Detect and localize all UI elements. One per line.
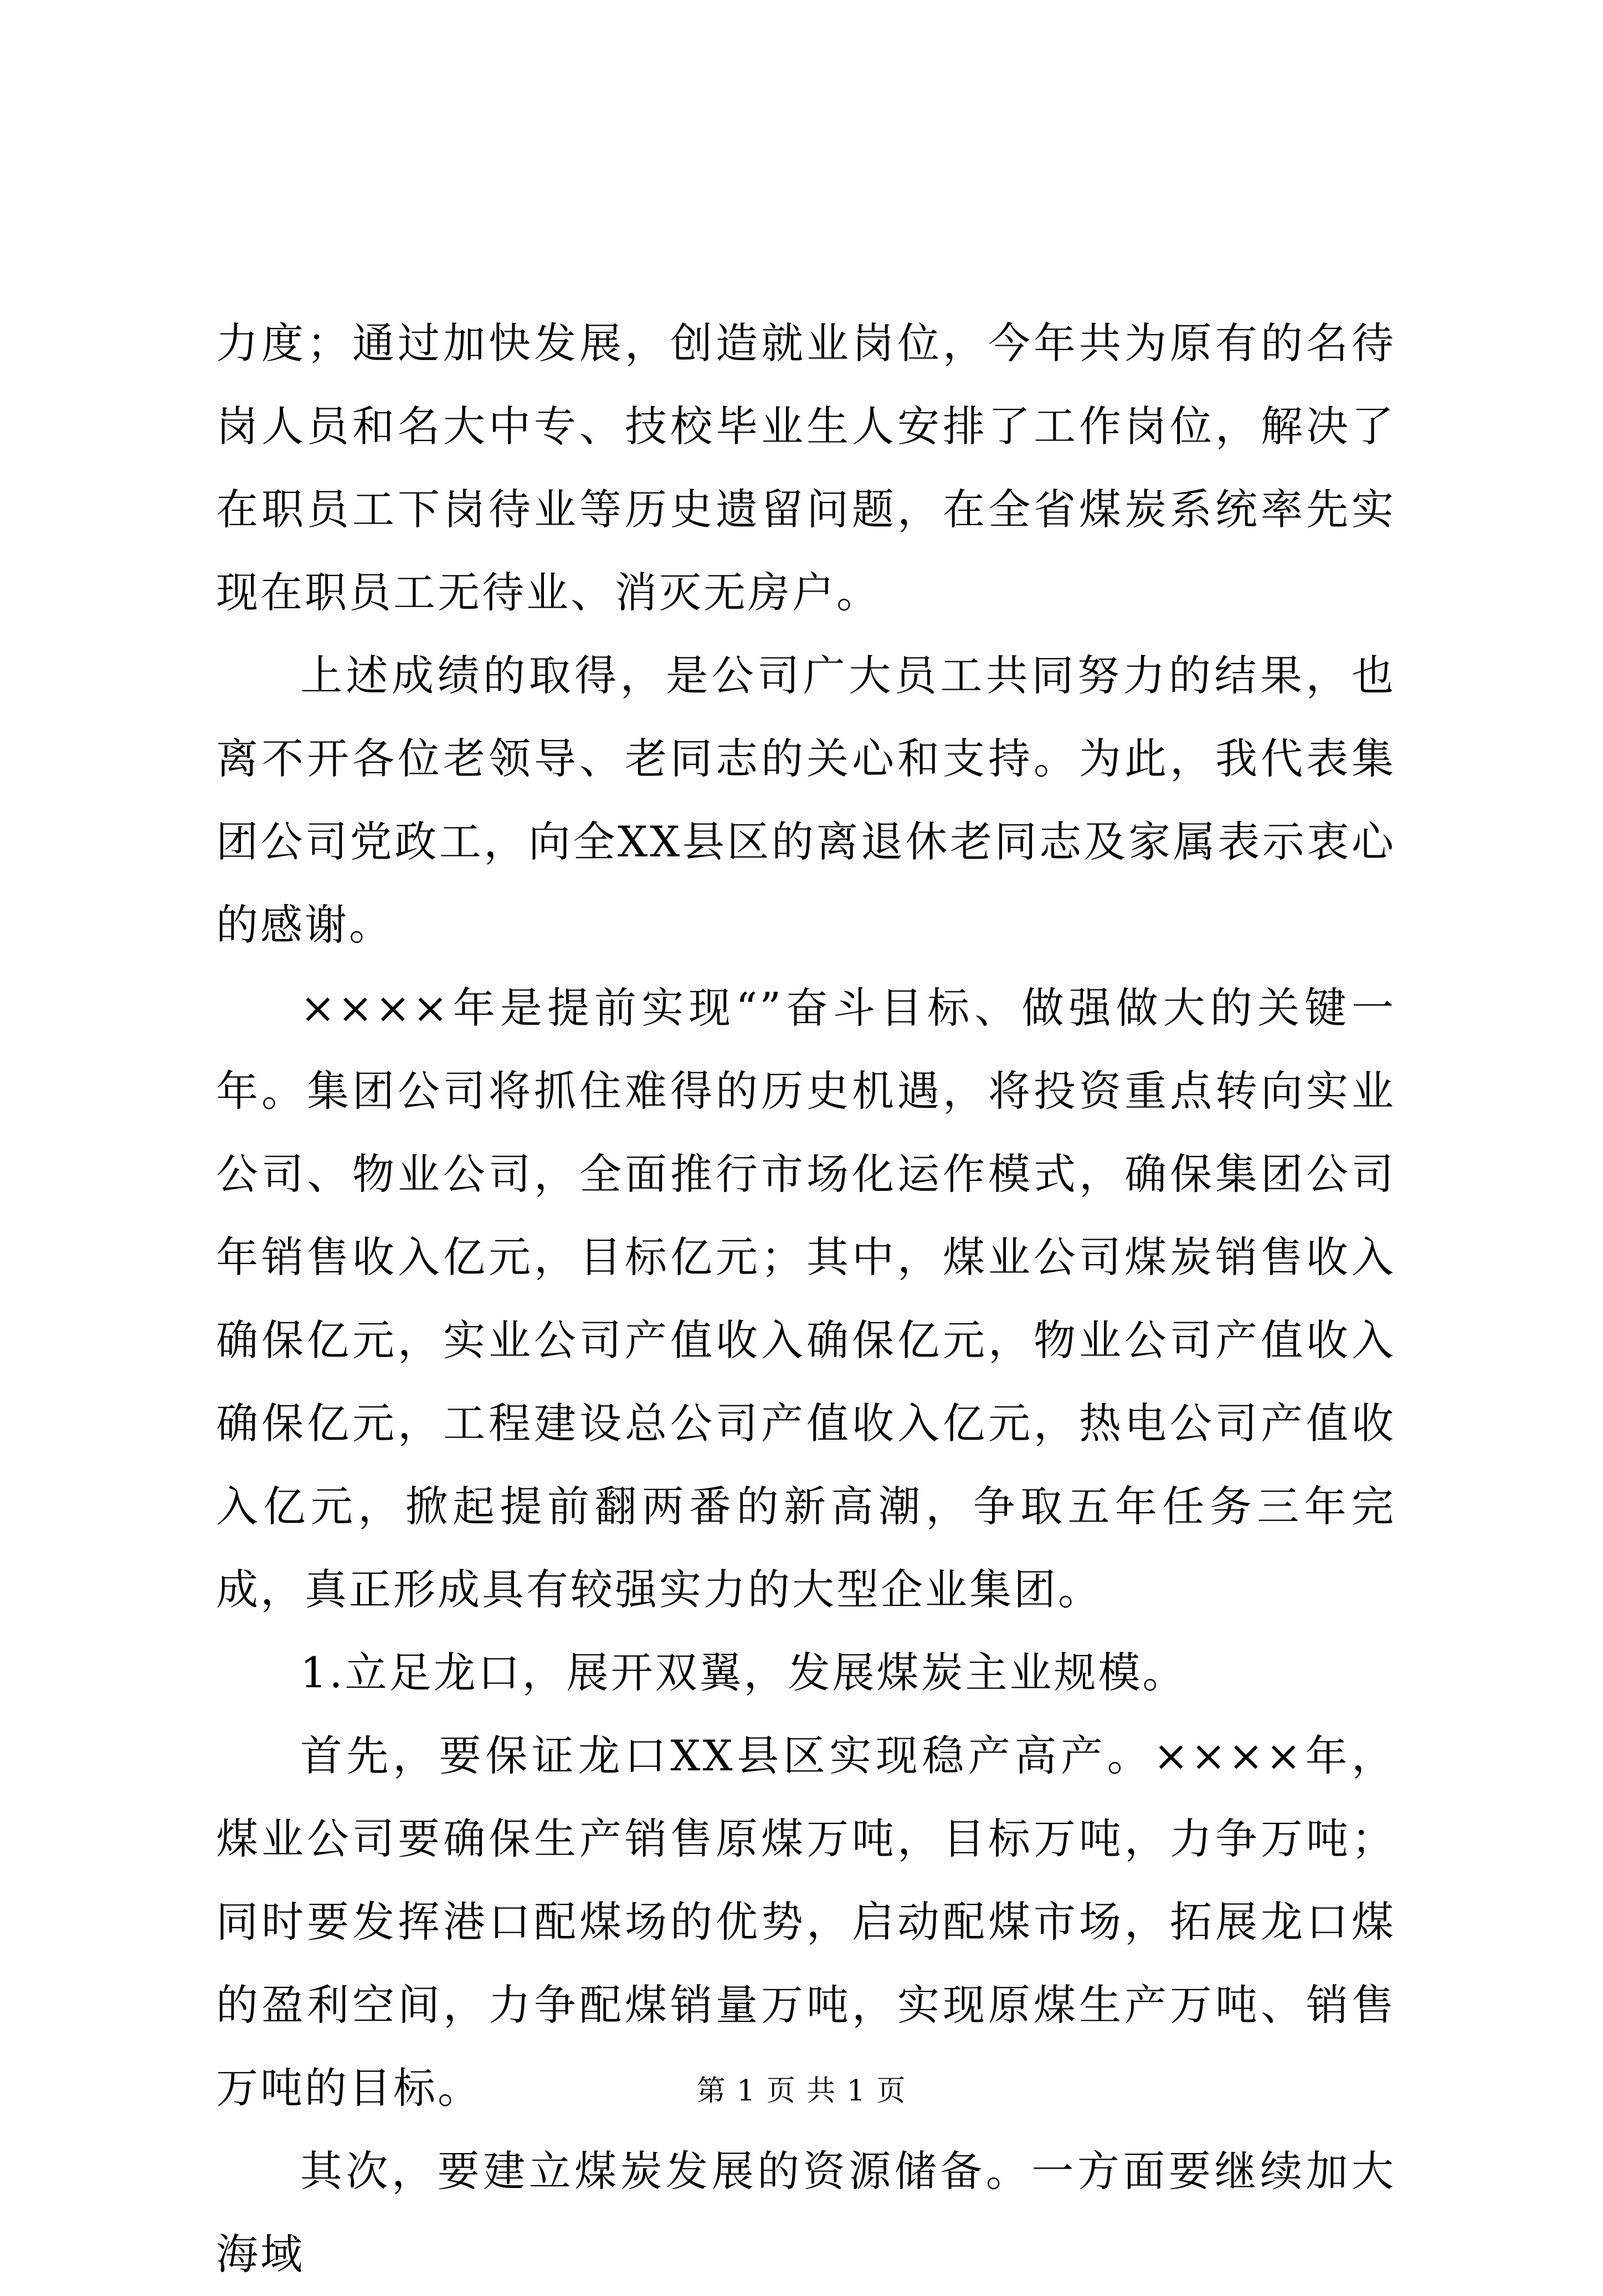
paragraph-goals: ××××年是提前实现“”奋斗目标、做强做大的关键一年。集团公司将抓住难得的历史机遇，将投资重点转向实业公司、物业公司，全面推行市场化运作模式，确保集团公司年销售收入亿元，目标亿元；其中，煤业公司煤炭销售收入确保亿元，实业公司产值收入确保亿元，物业公司产值收入确保亿元，工程建设总公司产值收入亿元，热电公司产值收入亿元，掀起提前翻两番的新高潮，争取五年任务三年完成，真正形成具有较强实力的大型企业集团。 [216,983,1396,1614]
paragraph-first: 首先，要保证龙口XX县区实现稳产高产。××××年，煤业公司要确保生产销售原煤万吨，目标万吨，力争万吨；同时要发挥港口配煤场的优势，启动配煤市场，拓展龙口煤的盈利空间，力争配煤销量万吨，实现原煤生产万吨、销售万吨的目标。 [216,1731,1396,2113]
page-footer: 第 1 页 共 1 页 [696,2074,907,2108]
document-body [216,302,1396,2296]
paragraph-section-heading: 1.立足龙口，展开双翼，发展煤炭主业规模。 [300,1648,1187,1697]
paragraph-continued: 力度；通过加快发展，创造就业岗位，今年共为原有的名待岗人员和名大中专、技校毕业生人安排了工作岗位，解决了在职员工下岗待业等历史遗留问题，在全省煤炭系统率先实现在职员工无待业、消灭无房户。 [216,319,1396,617]
paragraph-thanks: 上述成绩的取得，是公司广大员工共同努力的结果，也离不开各位老领导、老同志的关心和支持。为此，我代表集团公司党政工，向全XX县区的离退休老同志及家属表示衷心的感谢。 [216,651,1396,949]
paragraph-second: 其次，要建立煤炭发展的资源储备。一方面要继续加大海域 [216,2146,1396,2279]
